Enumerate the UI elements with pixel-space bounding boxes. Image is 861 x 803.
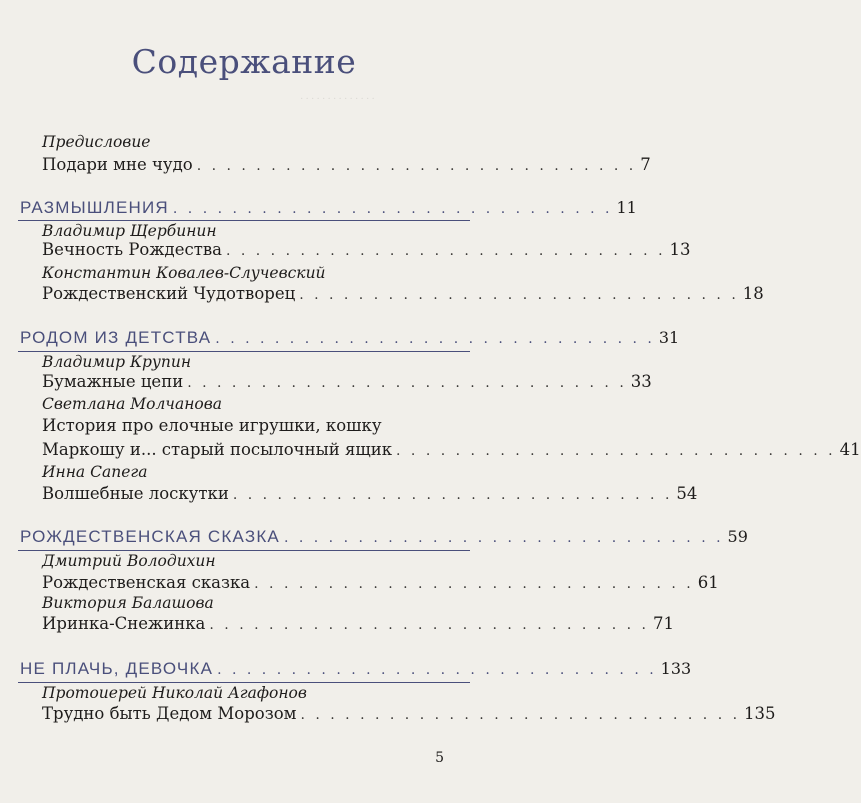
- section-page-number: 31: [658, 328, 680, 347]
- author-name: Владимир Крупин: [42, 353, 192, 371]
- entry-title: Рождественский Чудотворец: [42, 284, 296, 303]
- entry-page-number: 61: [697, 573, 719, 592]
- entry-title: Трудно быть Дедом Морозом: [42, 704, 297, 723]
- toc-entry[interactable]: [42, 284, 764, 303]
- dot-leader: . . . . . . . . . . . . . . . . . . . . . . . . . . . . . .: [396, 443, 836, 459]
- toc-entry[interactable]: [42, 240, 691, 259]
- foreword-label: Предисловие: [42, 133, 151, 151]
- toc-entry[interactable]: [42, 704, 776, 723]
- toc-entry[interactable]: [42, 155, 651, 174]
- dot-leader: . . . . . . . . . . . . . . . . . . . . . . . . . . . . . .: [232, 487, 673, 503]
- entry-title: Маркошу и... старый посылочный ящик: [42, 440, 393, 459]
- entry-title: Вечность Рождества: [42, 240, 222, 259]
- section-heading[interactable]: [20, 198, 637, 218]
- entry-title: Рождественская сказка: [42, 573, 251, 592]
- toc-entry-line-2[interactable]: [42, 440, 861, 459]
- entry-title: История про елочные игрушки, кошку: [42, 416, 382, 435]
- entry-title: Подари мне чудо: [42, 155, 193, 174]
- section-page-number: 59: [727, 527, 748, 546]
- author-name: Инна Сапега: [42, 463, 148, 481]
- dot-leader: . . . . . . . . . . . . . . . . . . . . . . . . . . . . . .: [196, 158, 637, 174]
- entry-page-number: 7: [640, 155, 651, 174]
- dot-leader: . . . . . . . . . . . . . . . . . . . . . . . . . . . . . .: [254, 576, 694, 592]
- entry-page-number: 18: [742, 284, 764, 303]
- dot-leader: . . . . . . . . . . . . . . . . . . . . . . . . . . . . . .: [187, 375, 627, 391]
- section-rule: [18, 220, 470, 221]
- entry-page-number: 71: [652, 614, 674, 633]
- page-number: 5: [435, 750, 444, 766]
- section-title: НЕ ПЛАЧЬ, ДЕВОЧКА: [20, 659, 214, 678]
- section-rule: [18, 351, 470, 352]
- entry-page-number: 41: [839, 440, 861, 459]
- dot-leader: . . . . . . . . . . . . . . . . . . . . . . . . . . . . . .: [217, 662, 657, 678]
- author-name: Константин Ковалев-Случевский: [42, 264, 326, 282]
- dot-leader: . . . . . . . . . . . . . . . . . . . . . . . . . . . . . .: [283, 530, 724, 546]
- toc-entry[interactable]: [42, 372, 652, 391]
- section-page-number: 11: [616, 198, 637, 217]
- entry-page-number: 135: [744, 704, 776, 723]
- dot-leader: . . . . . . . . . . . . . . . . . . . . . . . . . . . . . .: [300, 707, 741, 723]
- entry-title: Бумажные цепи: [42, 372, 184, 391]
- author-name: Протоиерей Николай Агафонов: [42, 684, 307, 702]
- section-title: РАЗМЫШЛЕНИЯ: [20, 198, 169, 217]
- dot-leader: . . . . . . . . . . . . . . . . . . . . . . . . . . . . . .: [209, 617, 649, 633]
- section-rule: [18, 682, 470, 683]
- dot-leader: . . . . . . . . . . . . . . . . . . . . . . . . . . . . . .: [225, 243, 666, 259]
- toc-entry[interactable]: [42, 614, 674, 633]
- author-name: Владимир Щербинин: [42, 222, 217, 240]
- toc-entry[interactable]: [42, 573, 719, 592]
- section-heading[interactable]: [20, 527, 748, 547]
- entry-page-number: 13: [669, 240, 691, 259]
- dot-leader: . . . . . . . . . . . . . . . . . . . . . . . . . . . . . .: [215, 331, 655, 347]
- bleed-through-text: . . . . . . . . . . . . . .: [300, 90, 375, 102]
- author-name: Светлана Молчанова: [42, 395, 222, 413]
- section-rule: [18, 550, 470, 551]
- entry-title: Иринка-Снежинка: [42, 614, 206, 633]
- section-heading[interactable]: [20, 328, 680, 348]
- entry-page-number: 33: [630, 372, 652, 391]
- entry-title: Волшебные лоскутки: [42, 484, 229, 503]
- section-title: РОДОМ ИЗ ДЕТСТВА: [20, 328, 212, 347]
- section-heading[interactable]: [20, 659, 692, 679]
- toc-entry[interactable]: [42, 484, 698, 503]
- toc-entry-line-1[interactable]: [42, 416, 444, 435]
- entry-page-number: 54: [676, 484, 698, 503]
- author-name: Виктория Балашова: [42, 594, 214, 612]
- dot-leader: . . . . . . . . . . . . . . . . . . . . . . . . . . . . . .: [172, 201, 613, 217]
- page-title: Содержание: [131, 42, 357, 81]
- dot-leader: . . . . . . . . . . . . . . . . . . . . . . . . . . . . . .: [299, 287, 739, 303]
- section-title: РОЖДЕСТВЕНСКАЯ СКАЗКА: [20, 527, 280, 546]
- author-name: Дмитрий Володихин: [42, 552, 216, 570]
- section-page-number: 133: [660, 659, 692, 678]
